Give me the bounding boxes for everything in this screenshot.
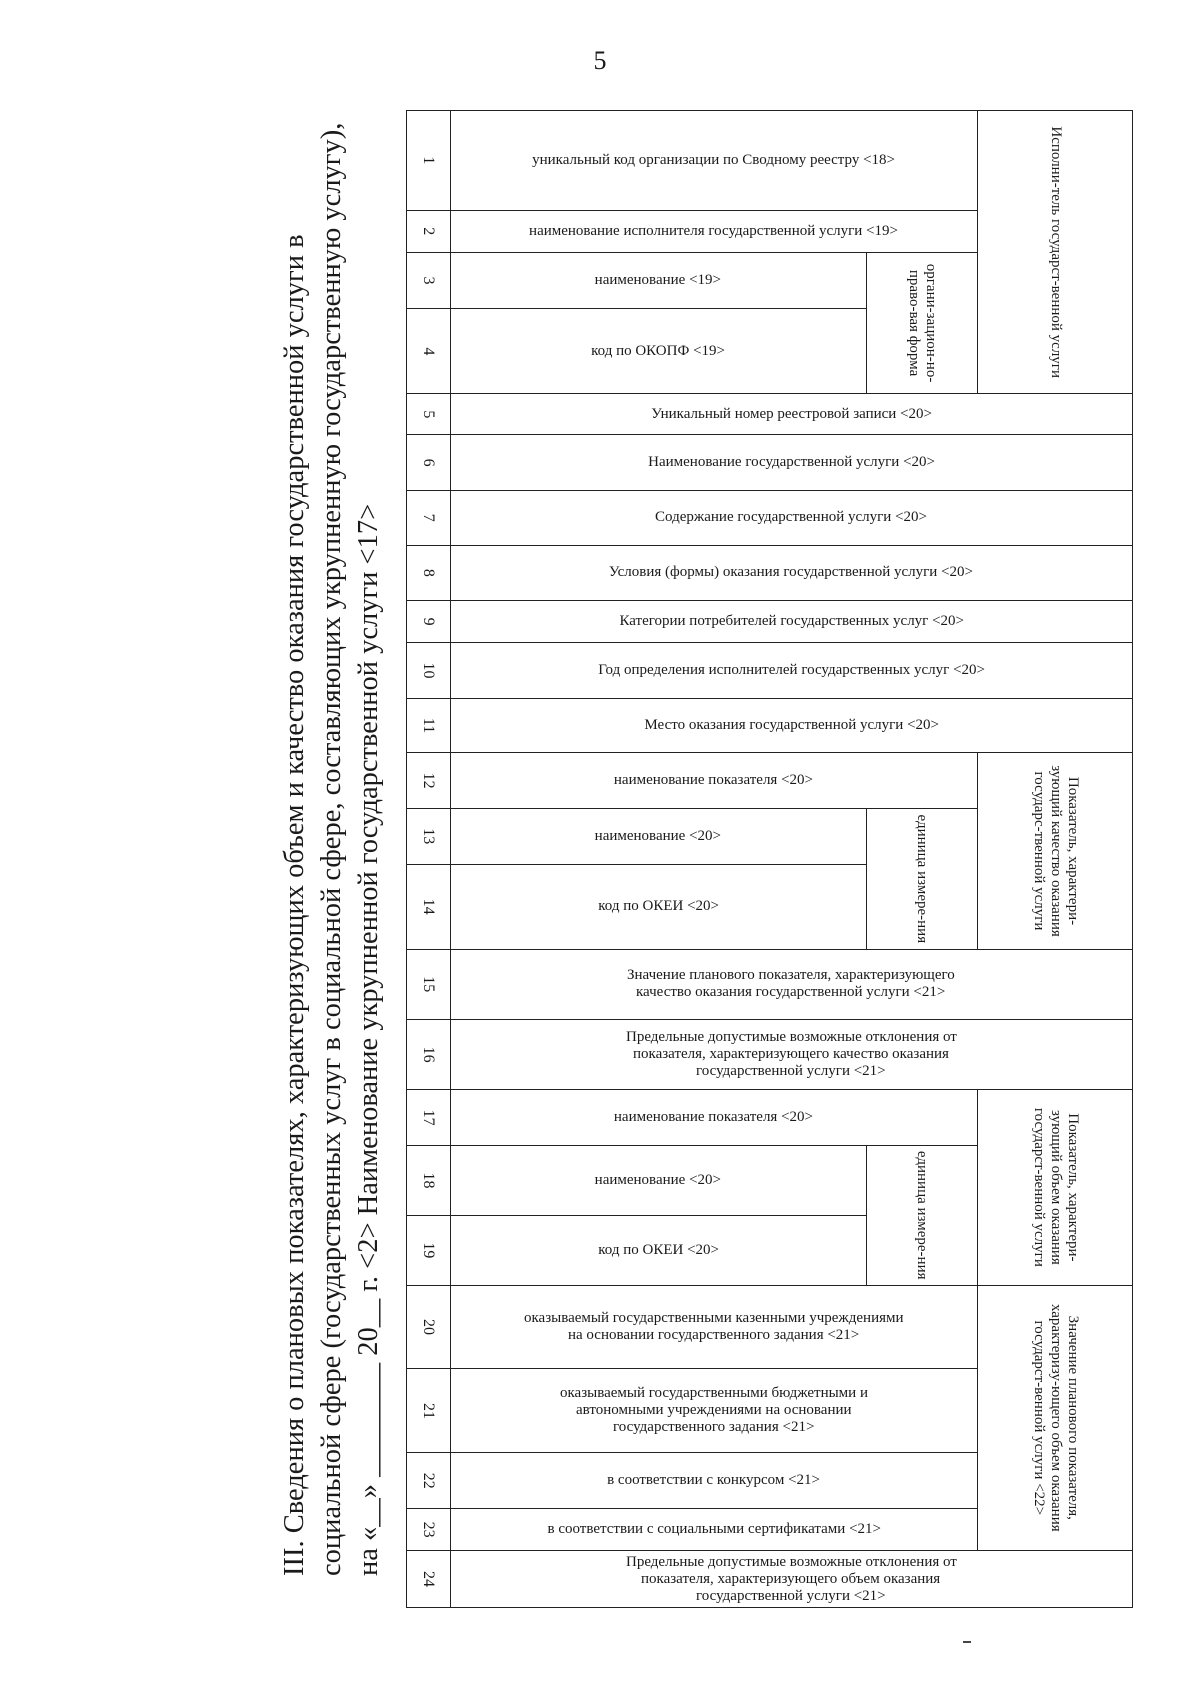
header-col-15: Значение планового показателя, характеризующего качество оказания государственной услуги <21>: [450, 949, 1132, 1019]
header-col-12: наименование показателя <20>: [450, 753, 978, 809]
column-number: 22: [407, 1453, 451, 1509]
heading-line-3: на «__» ________ 20__ г. <2> Наименование укрупненной государственной услуги <17>: [353, 503, 384, 1576]
column-number: 20: [407, 1285, 451, 1369]
column-number: 24: [407, 1551, 451, 1608]
header-col-9: Категории потребителей государственных услуг <20>: [450, 601, 1132, 643]
header-col-19: код по ОКЕИ <20>: [450, 1216, 866, 1285]
column-number: 9: [407, 601, 451, 643]
header-col-17: наименование показателя <20>: [450, 1090, 978, 1146]
header-unit-quality: единица измере-ния: [866, 808, 977, 949]
column-number: 13: [407, 808, 451, 864]
scan-mark: [963, 1641, 971, 1643]
column-number: 19: [407, 1216, 451, 1285]
header-col-6: Наименование государственной услуги <20>: [450, 435, 1132, 491]
group-quality-indicator: Показатель, характери-зующий качество оказания государс-твенной услуги: [978, 753, 1133, 949]
header-legal-form: органи-зацион-но-право-вая форма: [866, 252, 977, 394]
column-number: 1: [407, 111, 451, 211]
column-number: 14: [407, 864, 451, 949]
column-number: 15: [407, 949, 451, 1019]
header-col-7: Содержание государственной услуги <20>: [450, 490, 1132, 545]
header-col-2: наименование исполнителя государственной услуги <19>: [450, 210, 978, 252]
header-col-22: в соответствии с конкурсом <21>: [450, 1453, 978, 1509]
column-number: 6: [407, 435, 451, 491]
group-volume-indicator: Показатель, характери-зующий объем оказания государст-венной услуги: [978, 1090, 1133, 1285]
header-col-11: Место оказания государственной услуги <20>: [450, 698, 1132, 753]
header-col-14: код по ОКЕИ <20>: [450, 864, 866, 949]
column-number: 4: [407, 309, 451, 394]
section-heading: [276, 106, 387, 1576]
header-col-21: оказываемый государственными бюджетными и автономными учреждениями на основании государственного задания <21>: [450, 1369, 978, 1453]
header-col-20: оказываемый государственными казенными учреждениями на основании государственного задания <21>: [450, 1285, 978, 1369]
column-number: 7: [407, 490, 451, 545]
column-number: 12: [407, 753, 451, 809]
column-number: 2: [407, 210, 451, 252]
header-col-13: наименование <20>: [450, 808, 866, 864]
header-col-23: в соответствии с социальными сертификатами <21>: [450, 1509, 978, 1551]
header-col-3: наименование <19>: [450, 252, 866, 309]
column-number: 3: [407, 252, 451, 309]
column-number: 23: [407, 1509, 451, 1551]
header-col-24: Предельные допустимые возможные отклонения от показателя, характеризующего объем оказания государственной услуги <21>: [450, 1551, 1132, 1608]
column-number: 5: [407, 394, 451, 435]
heading-line-1: III. Сведения о плановых показателях, характеризующих объем и качество оказания государственной услуги в: [279, 234, 310, 1576]
header-col-8: Условия (формы) оказания государственной услуги <20>: [450, 545, 1132, 601]
plan-indicators-table: [406, 110, 1133, 1608]
group-executor: Исполни-тель государст-венной услуги: [978, 111, 1133, 394]
column-number: 21: [407, 1369, 451, 1453]
column-number: 10: [407, 643, 451, 699]
page-number: 5: [593, 46, 607, 75]
header-unit-volume: единица измере-ния: [866, 1145, 977, 1285]
group-volume-value: Значение планового показателя, характеризу-ющего объем оказания государст-венной услуги <22>: [978, 1285, 1133, 1551]
header-col-18: наименование <20>: [450, 1145, 866, 1215]
header-col-4: код по ОКОПФ <19>: [450, 309, 866, 394]
header-col-1: уникальный код организации по Сводному реестру <18>: [450, 111, 978, 211]
header-col-10: Год определения исполнителей государственных услуг <20>: [450, 643, 1132, 699]
header-col-5: Уникальный номер реестровой записи <20>: [450, 394, 1132, 435]
column-number: 18: [407, 1145, 451, 1215]
column-number: 16: [407, 1019, 451, 1089]
column-number: 17: [407, 1090, 451, 1146]
column-number: 8: [407, 545, 451, 601]
column-number: 11: [407, 698, 451, 753]
header-col-16: Предельные допустимые возможные отклонения от показателя, характеризующего качество оказания государственной услуги <21>: [450, 1019, 1132, 1089]
heading-line-2: социальной сфере (государственных услуг в социальной сфере, составляющих укрупненную государственную услугу),: [316, 122, 347, 1576]
